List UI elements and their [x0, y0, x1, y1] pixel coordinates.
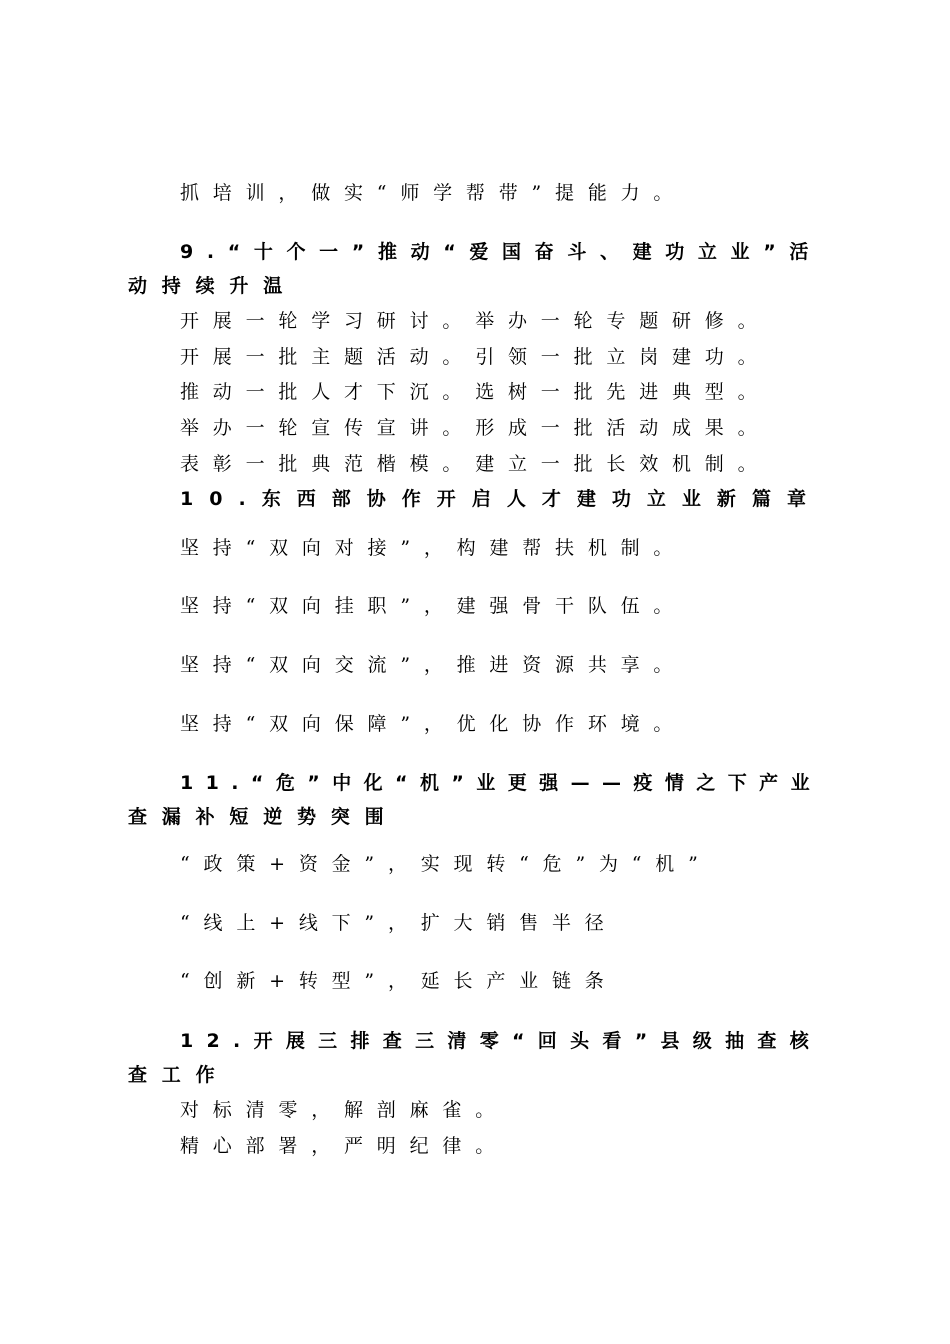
section-heading-continuation: 查工作: [128, 1064, 230, 1086]
body-line: 开展一轮学习研讨。举办一轮专题研修。: [180, 310, 771, 332]
body-line: “创新+转型”，延长产业链条: [180, 970, 618, 992]
body-line: “线上+线下”，扩大销售半径: [180, 912, 618, 934]
body-line: 坚持“双向对接”，构建帮扶机制。: [180, 537, 687, 559]
body-line: 精心部署，严明纪律。: [180, 1135, 509, 1157]
section-heading: 11.“危”中化“机”业更强——疫情之下产业: [180, 772, 822, 794]
body-line: 坚持“双向保障”，优化协作环境。: [180, 713, 687, 735]
section-heading: 9.“十个一”推动“爱国奋斗、建功立业”活: [180, 241, 822, 263]
body-line: 坚持“双向挂职”，建强骨干队伍。: [180, 595, 687, 617]
body-line: 举办一轮宣传宣讲。形成一批活动成果。: [180, 417, 771, 439]
body-line: 推动一批人才下沉。选树一批先进典型。: [180, 381, 771, 403]
body-line: 抓培训，做实“师学帮带”提能力。: [180, 182, 687, 204]
body-line: “政策+资金”，实现转“危”为“机”: [180, 853, 712, 875]
body-line: 对标清零，解剖麻雀。: [180, 1099, 509, 1121]
body-line: 开展一批主题活动。引领一批立岗建功。: [180, 346, 771, 368]
body-line: 表彰一批典范楷模。建立一批长效机制。: [180, 453, 771, 475]
section-heading: 10.东西部协作开启人才建功立业新篇章: [180, 488, 822, 510]
section-heading-continuation: 查漏补短逆势突围: [128, 806, 399, 828]
section-heading: 12.开展三排查三清零“回头看”县级抽查核: [180, 1030, 822, 1052]
section-heading-continuation: 动持续升温: [128, 275, 298, 297]
body-line: 坚持“双向交流”，推进资源共享。: [180, 654, 687, 676]
